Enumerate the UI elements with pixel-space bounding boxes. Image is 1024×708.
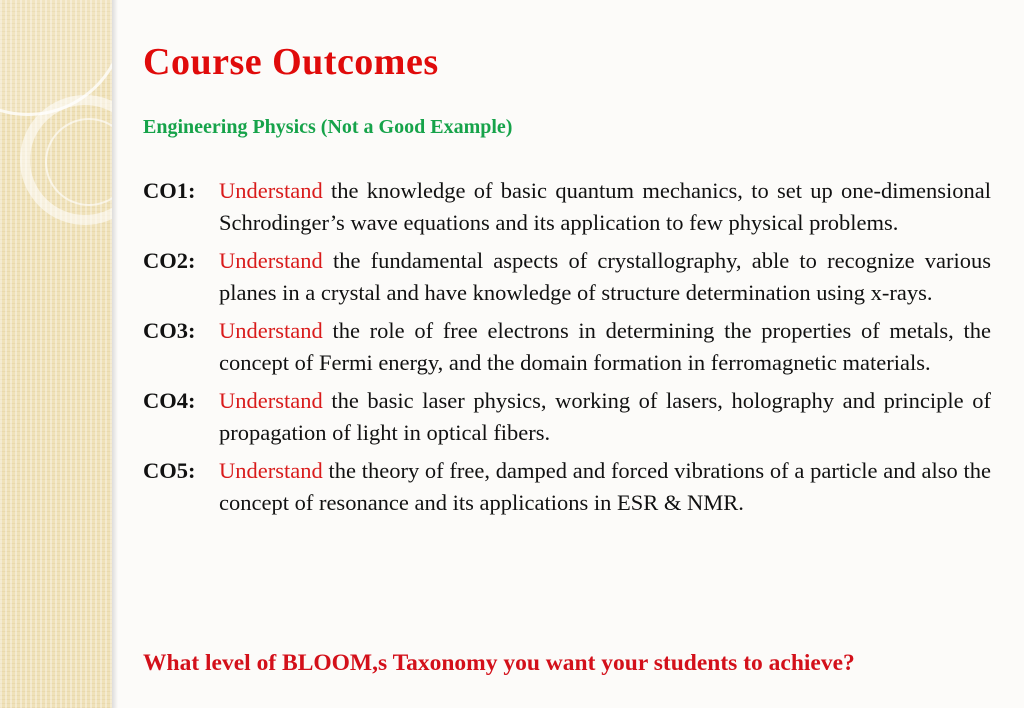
outcome-label: CO3: [143, 318, 196, 343]
outcome-label: CO1: [143, 178, 196, 203]
outcome-text-block [219, 315, 991, 378]
outcome-verb: Understand [219, 388, 323, 413]
bloom-question: What level of BLOOM,s Taxonomy you want your students to achieve? [143, 650, 855, 676]
outcome-description: the knowledge of basic quantum mechanics, to set up one-dimensional Schrodinger’s wave equations and its application to few physical problems. [219, 178, 991, 235]
outcome-label: CO2: [143, 248, 196, 273]
band-shadow [112, 0, 118, 708]
course-outcome-item [143, 245, 991, 308]
outcome-verb: Understand [219, 458, 323, 483]
outcome-description: the theory of free, damped and forced vibrations of a particle and also the concept of resonance and its applications in ESR & NMR. [219, 458, 991, 515]
course-outcome-item [143, 315, 991, 378]
outcome-text-block [219, 385, 991, 448]
outcome-text-block [219, 245, 991, 308]
course-outcome-item [143, 455, 991, 518]
outcome-verb: Understand [219, 248, 323, 273]
outcome-label: CO5: [143, 458, 196, 483]
course-outcomes-list [143, 175, 991, 525]
outcome-description: the role of free electrons in determining the properties of metals, the concept of Fermi energy, and the domain formation in ferromagnetic materials. [219, 318, 991, 375]
slide-title: Course Outcomes [143, 41, 439, 83]
decorative-side-band [0, 0, 112, 708]
course-outcome-item [143, 385, 991, 448]
outcome-description: the fundamental aspects of crystallography, able to recognize various planes in a crystal and have knowledge of structure determination using x-rays. [219, 248, 991, 305]
outcome-verb: Understand [219, 178, 323, 203]
outcome-description: the basic laser physics, working of lasers, holography and principle of propagation of light in optical fibers. [219, 388, 991, 445]
outcome-text-block [219, 455, 991, 518]
course-outcome-item [143, 175, 991, 238]
slide-subtitle: Engineering Physics (Not a Good Example) [143, 116, 513, 138]
outcome-label: CO4: [143, 388, 196, 413]
outcome-text-block [219, 175, 991, 238]
outcome-verb: Understand [219, 318, 323, 343]
